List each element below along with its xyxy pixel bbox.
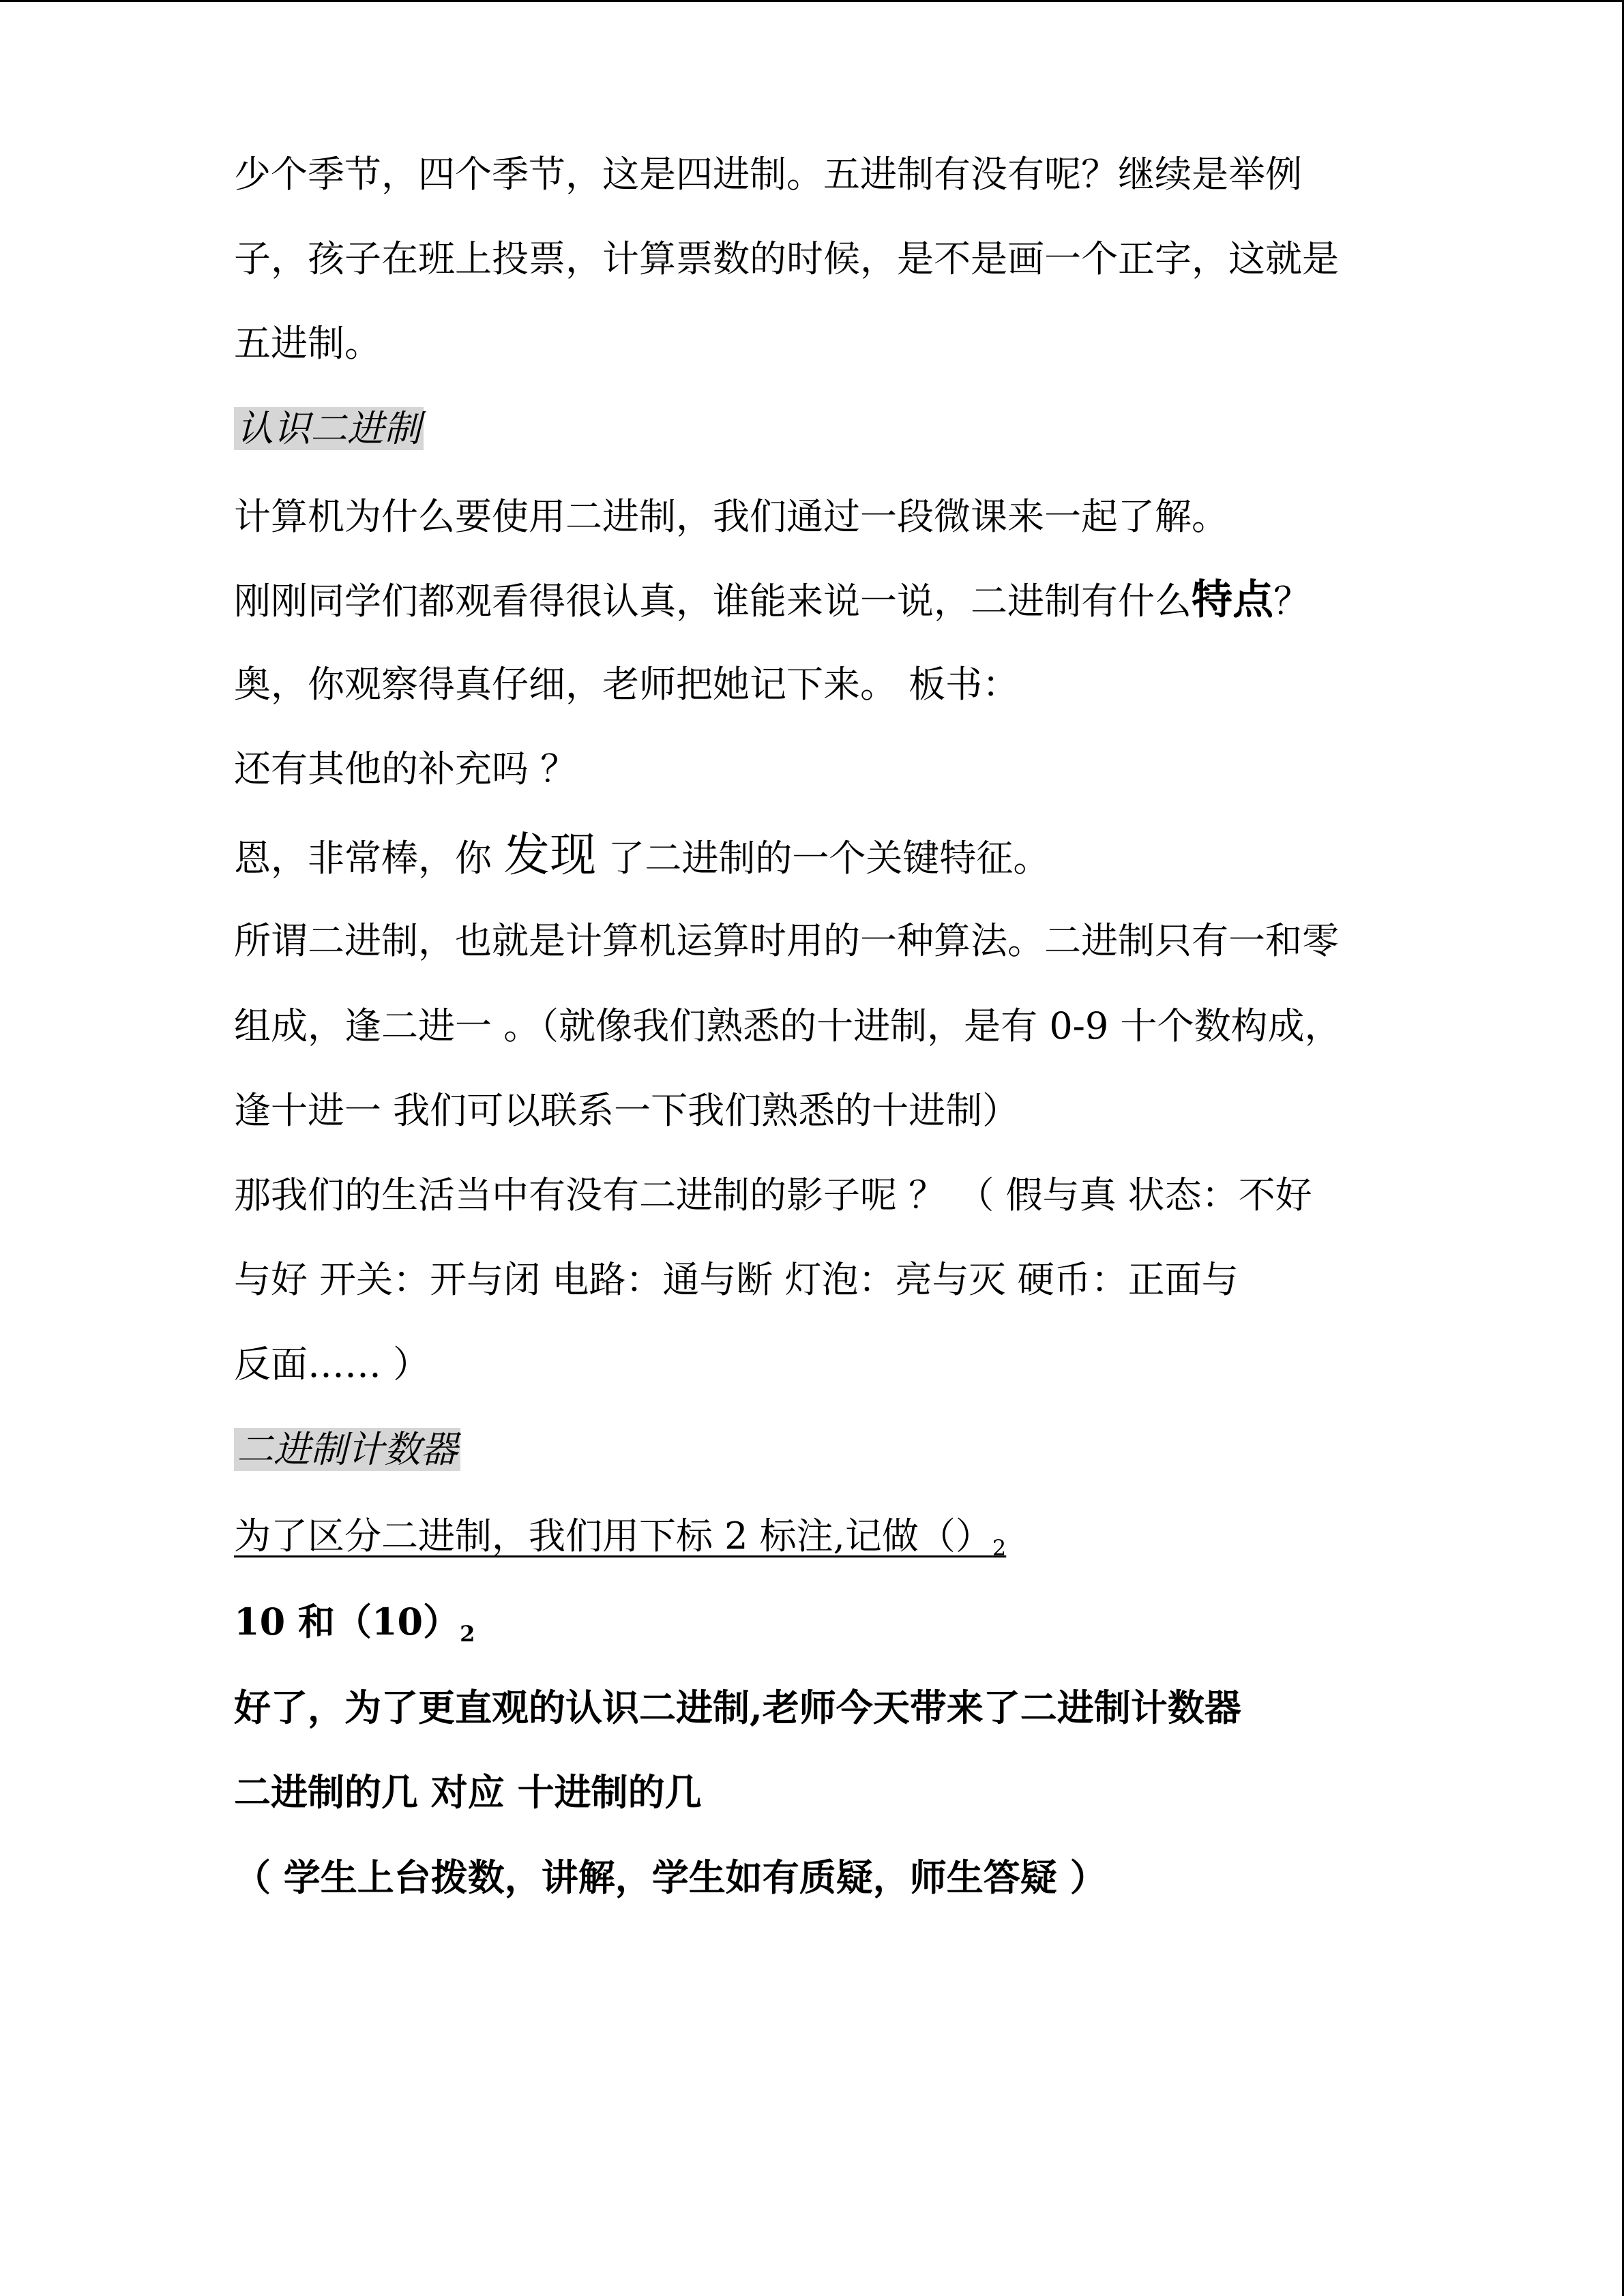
text-segment: 10 和（10） <box>234 1600 460 1643</box>
paragraph-line: 五进制。 <box>234 322 381 365</box>
page-top-border <box>0 0 1624 2</box>
paragraph-more: 还有其他的补充吗 ？ <box>234 747 578 790</box>
text-segment: 了二进制的一个关键特征。 <box>596 837 1050 880</box>
paragraph-life-line: 与好 开关：开与闭 电路：通与断 灯泡：亮与灭 硬币：正面与 <box>234 1258 1239 1301</box>
paragraph-life-line: 反面…… ） <box>234 1343 430 1386</box>
text-segment: 刚刚同学们都观看得很认真，谁能来说一说，二进制有什么 <box>234 580 1192 623</box>
paragraph-definition-line: 所谓二进制，也就是计算机运算时用的一种算法。二进制只有一和零 <box>234 919 1339 962</box>
paragraph-correspond: 二进制的几 对应 十进制的几 <box>234 1770 702 1814</box>
subscript: 2 <box>460 1621 475 1647</box>
paragraph-line: 子，孩子在班上投票，计算票数的时候，是不是画一个正字，这就是 <box>234 237 1339 280</box>
text-segment: 为了区分二进制，我们用下标 2 标注,记做（） <box>234 1515 992 1557</box>
paragraph-definition-line: 组成，逢二进一 。（就像我们熟悉的十进制，是有 0-9 十个数构成， <box>234 1004 1342 1047</box>
text-segment: 恩，非常棒，你 <box>234 837 504 880</box>
heading-text: 认识二进制 <box>234 407 424 450</box>
paragraph-discovery <box>234 830 1050 882</box>
paragraph-example <box>234 1596 475 1648</box>
emphasis-text: 发现 <box>503 829 597 882</box>
paragraph-intro-counter: 好了，为了更直观的认识二进制,老师今天带来了二进制计数器 <box>234 1686 1241 1729</box>
paragraph-activity: （ 学生上台拨数，讲解，学生如有质疑，师生答疑 ） <box>234 1855 1107 1899</box>
paragraph-notation <box>234 1510 1006 1562</box>
emphasis-text: 特点 <box>1192 576 1273 624</box>
subscript: 2 <box>992 1535 1007 1561</box>
paragraph-line: 少个季节，四个季节，这是四进制。五进制有没有呢？继续是举例 <box>234 153 1302 196</box>
section-heading-counter <box>234 1424 460 1476</box>
paragraph-board-note: 奥，你观察得真仔细，老师把她记下来。 板书： <box>234 663 1020 706</box>
paragraph-life-line: 那我们的生活当中有没有二进制的影子呢 ？ （ 假与真 状态：不好 <box>234 1174 1312 1217</box>
section-heading-binary <box>234 403 424 455</box>
paragraph-definition-line: 逢十进一 我们可以联系一下我们熟悉的十进制） <box>234 1089 1020 1132</box>
paragraph-ask-features <box>234 574 1310 626</box>
heading-text: 二进制计数器 <box>234 1428 460 1471</box>
paragraph-why-binary: 计算机为什么要使用二进制，我们通过一段微课来一起了解。 <box>234 495 1228 538</box>
text-segment: ？ <box>1273 580 1310 623</box>
